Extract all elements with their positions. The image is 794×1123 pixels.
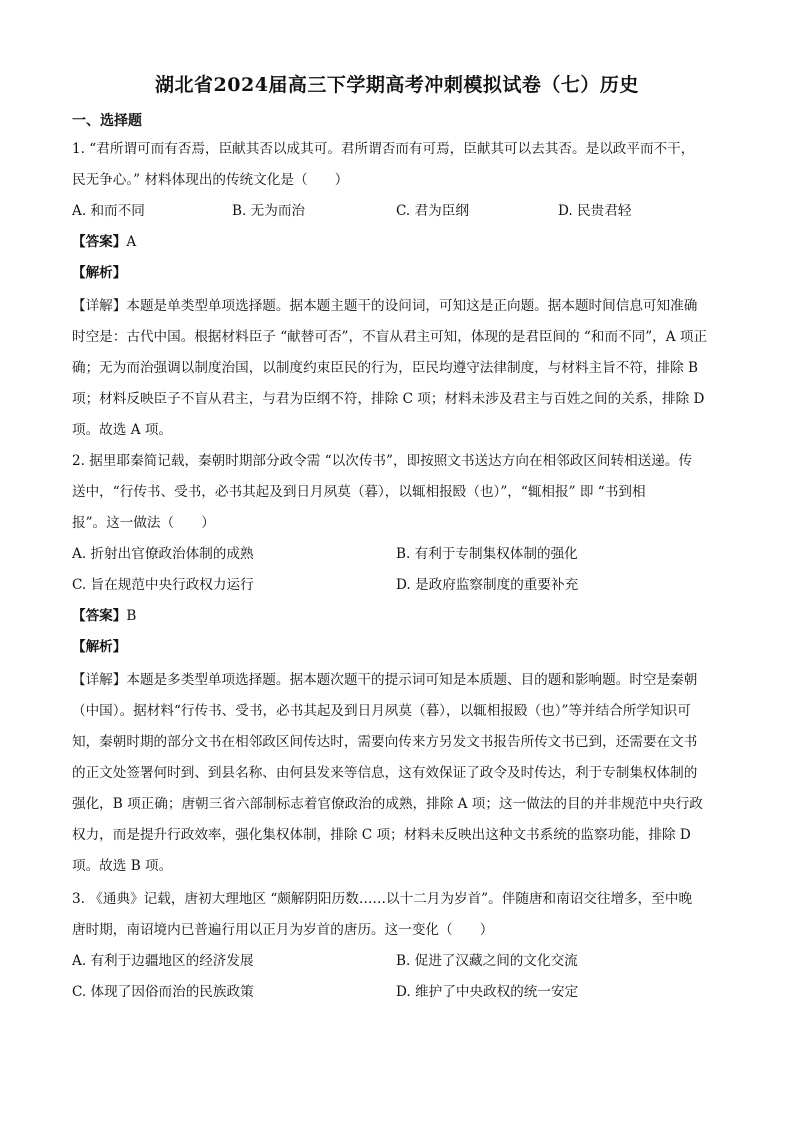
q2-detail-line-5: 强化，B 项正确；唐朝三省六部制标志着官僚政治的成熟，排除 A 项；这一做法的目的并非规范中央行政: [72, 796, 703, 812]
q1-option-a: A. 和而不同: [72, 203, 145, 219]
q1-stem-line-2: 民无争心。” 材料体现出的传统文化是（ ）: [72, 172, 349, 188]
q1-option-d: D. 民贵君轻: [558, 203, 632, 219]
q2-stem-line-3: 报”。这一做法（ ）: [72, 515, 215, 531]
q1-option-b: B. 无为而治: [232, 203, 306, 219]
q1-answer-value: A: [126, 234, 137, 250]
answer-label: 【答案】: [72, 234, 127, 250]
q1-detail-line-4: 项；材料反映臣子不盲从君主，与君为臣纲不符，排除 C 项；材料未涉及君主与百姓之间的关系，排除 D: [72, 391, 705, 407]
q2-analysis-label: 【解析】: [72, 639, 127, 655]
q2-detail-line-4: 的正文处签署何时到、到县名称、由何县发来等信息，这有效保证了政令及时传达，利于专制集权体制的: [72, 765, 698, 781]
q1-stem-line-1: 1. “君所谓可而有否焉，臣献其否以成其可。君所谓否而有可焉，臣献其可以去其否。是以政平而不干，: [72, 141, 695, 157]
q2-detail-line-2: （中国）。据材料“行传书、受书，必书其起及到日月夙莫（暮），以辄相报殹（也）”等并结合所学知识可: [72, 703, 691, 719]
q3-option-b: B. 促进了汉藏之间的文化交流: [396, 953, 578, 969]
q1-option-c: C. 君为臣纲: [396, 203, 469, 219]
q3-stem-line-1: 3. 《通典》记载，唐初大理地区 “颇解阴阳历数……以十二月为岁首”。伴随唐和南诏交往增多，至中晚: [72, 891, 693, 907]
answer-label: 【答案】: [72, 608, 127, 624]
q3-option-c: C. 体现了因俗而治的民族政策: [72, 984, 254, 1000]
q2-option-c: C. 旨在规范中央行政权力运行: [72, 577, 254, 593]
q3-stem-line-2: 唐时期，南诏境内已普遍行用以正月为岁首的唐历。这一变化（ ）: [72, 922, 494, 938]
q1-detail-line-2: 时空是：古代中国。根据材料臣子 “献替可否”，不盲从君主可知，体现的是君臣间的 “和而不同”，A 项正: [72, 329, 708, 345]
document-title: 湖北省2024届高三下学期高考冲刺模拟试卷（七）历史: [155, 74, 639, 96]
q2-stem-line-2: 送中，“行传书、受书，必书其起及到日月夙莫（暮），以辄相报殹（也）”，“辄相报” 即 “书到相: [72, 484, 646, 500]
q3-option-d: D. 维护了中央政权的统一安定: [396, 984, 579, 1000]
q2-option-b: B. 有利于专制集权体制的强化: [396, 546, 578, 562]
q2-detail-line-7: 项。故选 B 项。: [72, 858, 173, 874]
q1-answer: [72, 233, 136, 251]
q1-detail-line-1: 【详解】本题是单类型单项选择题。据本题主题干的设问词，可知这是正向题。据本题时间信息可知准确: [72, 298, 698, 314]
q2-detail-line-6: 权力，而是提升行政效率，强化集权体制，排除 C 项；材料未反映出这种文书系统的监察功能，排除 D: [72, 827, 691, 843]
q3-option-a: A. 有利于边疆地区的经济发展: [72, 953, 254, 969]
q1-analysis-label: 【解析】: [72, 265, 127, 281]
q2-detail-line-3: 知，秦朝时期的部分文书在相邻政区间传达时，需要向传来方另发文书报告所传文书已到，还需要在文书: [72, 734, 698, 750]
q2-answer: [72, 607, 136, 625]
q2-answer-value: B: [126, 608, 137, 624]
q1-detail-line-3: 确；无为而治强调以制度治国，以制度约束臣民的行为，臣民均遵守法律制度，与材料主旨不符，排除 B: [72, 360, 699, 376]
q2-stem-line-1: 2. 据里耶秦简记载，秦朝时期部分政令需 “以次传书”，即按照文书送达方向在相邻政区间转相送递。传: [72, 453, 693, 469]
q2-option-a: A. 折射出官僚政治体制的成熟: [72, 546, 254, 562]
section-heading: 一、选择题: [72, 113, 142, 129]
q1-detail-line-5: 项。故选 A 项。: [72, 422, 173, 438]
q2-detail-line-1: 【详解】本题是多类型单项选择题。据本题次题干的提示词可知是本质题、目的题和影响题。时空是秦朝: [72, 672, 698, 688]
q2-option-d: D. 是政府监察制度的重要补充: [396, 577, 579, 593]
